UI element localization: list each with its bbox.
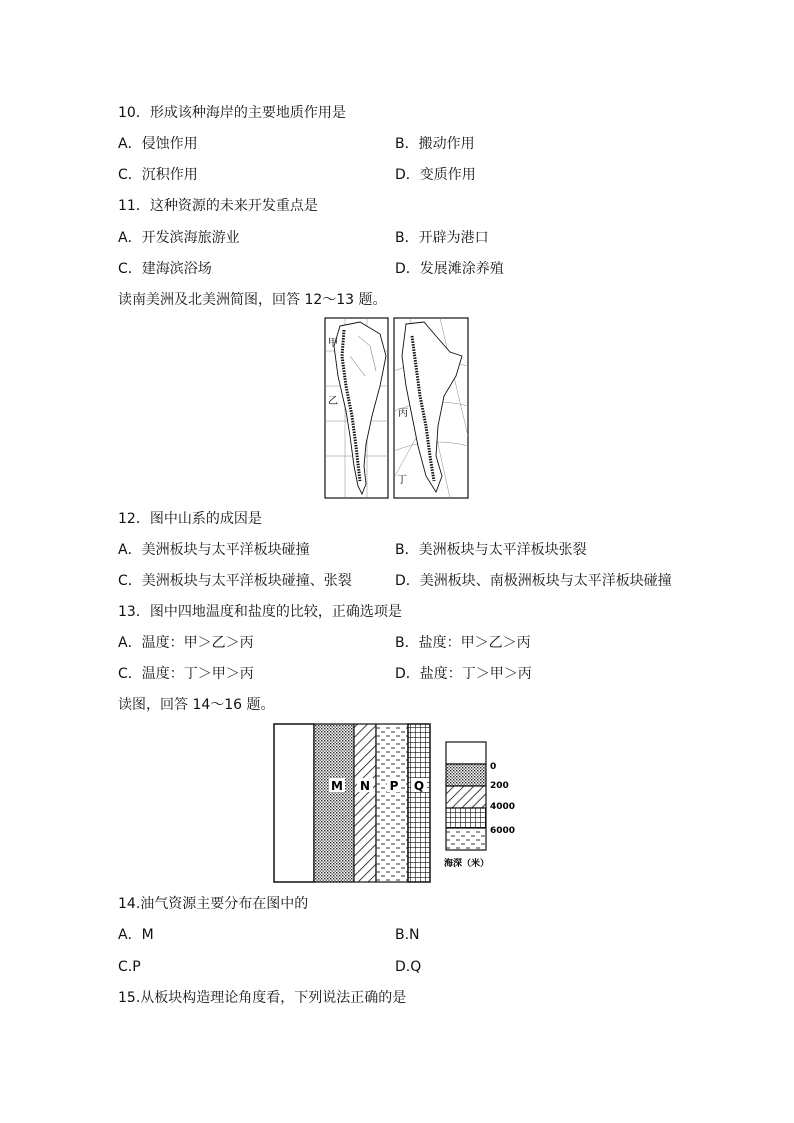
q10-option-b: B．搬动作用 (395, 136, 475, 152)
q12-option-c: C．美洲板块与太平洋板块碰撞、张裂 (118, 573, 352, 589)
q15-stem: 15.从板块构造理论角度看，下列说法正确的是 (118, 990, 407, 1006)
q14-option-a: A．M (118, 927, 154, 943)
south-america-panel (325, 318, 388, 498)
americas-map (320, 316, 470, 500)
q14-option-b: B.N (395, 927, 420, 943)
q14-stem: 14.油气资源主要分布在图中的 (118, 896, 309, 912)
intro-14-16: 读图，回答 14～16 题。 (118, 697, 275, 713)
q12-stem: 12．图中山系的成因是 (118, 511, 262, 527)
depth-legend (444, 742, 515, 869)
q12-option-a: A．美洲板块与太平洋板块碰撞 (118, 542, 310, 558)
ocean-depth-figure (270, 722, 526, 884)
map-label-yi: 乙 (328, 396, 338, 407)
legend-6000: 6000 (490, 826, 516, 836)
q12-option-d: D．美洲板块、南极洲板块与太平洋板块碰撞 (395, 573, 672, 589)
q13-stem: 13．图中四地温度和盐度的比较，正确选项是 (118, 604, 402, 620)
q10-stem: 10．形成该种海岸的主要地质作用是 (118, 105, 346, 121)
map-label-jia: 甲 (328, 338, 338, 349)
q11-stem: 11．这种资源的未来开发重点是 (118, 198, 318, 214)
legend-4000: 4000 (490, 802, 516, 812)
q11-option-b: B．开辟为港口 (395, 230, 489, 246)
map-label-bing: 丙 (398, 408, 408, 419)
q14-option-c: C.P (118, 959, 141, 975)
q12-option-b: B．美洲板块与太平洋板块张裂 (395, 542, 587, 558)
q13-option-c: C．温度：丁＞甲＞丙 (118, 666, 254, 682)
q11-option-a: A．开发滨海旅游业 (118, 230, 240, 246)
zone-label-p: P (389, 779, 399, 793)
north-america-panel (394, 318, 468, 498)
q10-option-c: C．沉积作用 (118, 167, 198, 183)
q10-option-d: D．变质作用 (395, 167, 476, 183)
legend-200: 200 (490, 781, 509, 791)
q13-option-b: B．盐度：甲＞乙＞丙 (395, 635, 531, 651)
zone-label-n: N (359, 779, 371, 793)
q13-option-a: A．温度：甲＞乙＞丙 (118, 635, 254, 651)
q13-option-d: D．盐度：丁＞甲＞丙 (395, 666, 532, 682)
zone-label-m: M (331, 779, 343, 793)
intro-12-13: 读南美洲及北美洲简图，回答 12～13 题。 (118, 292, 387, 308)
legend-0: 0 (490, 762, 497, 772)
zone-label-q: Q (413, 779, 425, 793)
q11-option-c: C．建海滨浴场 (118, 261, 212, 277)
map-label-ding: 丁 (397, 475, 407, 486)
legend-title: 海深（米） (444, 859, 490, 869)
q14-option-d: D.Q (395, 959, 422, 975)
q10-option-a: A．侵蚀作用 (118, 136, 198, 152)
q11-option-d: D．发展滩涂养殖 (395, 261, 504, 277)
